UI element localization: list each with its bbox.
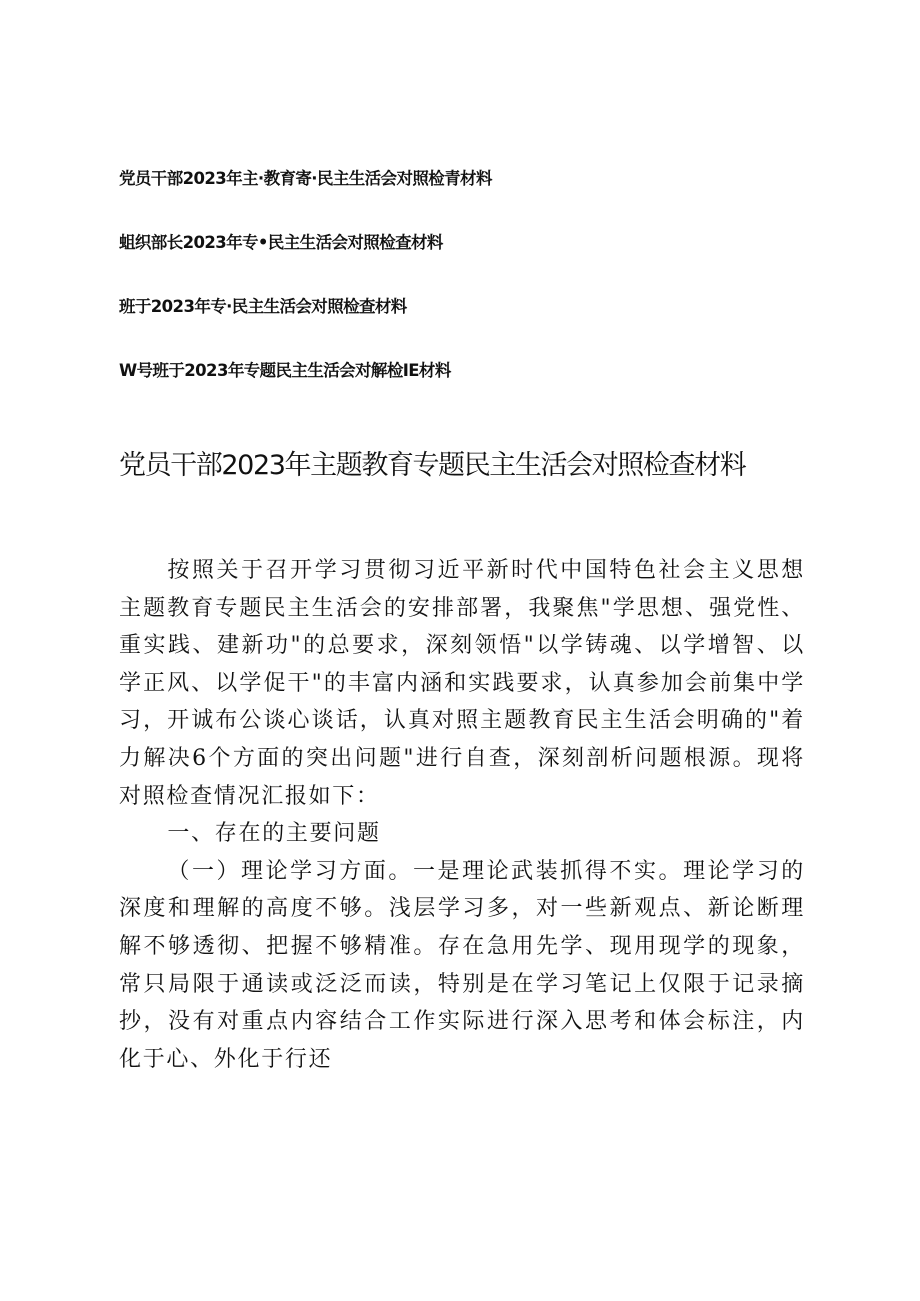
- body-paragraph: （一）理论学习方面。一是理论武装抓得不实。理论学习的深度和理解的高度不够。浅层学习多，对一些新观点、新论断理解不够透彻、把握不够精准。存在急用先学、现用现学的现象，常只局限于通读或泛泛而读，特别是在学习笔记上仅限于记录摘抄，没有对重点内容结合工作实际进行深入思考和体会标注，内化于心、外化于行还: [119, 858, 805, 1072]
- section-heading: 一、存在的主要问题: [167, 821, 381, 847]
- related-documents-list: [119, 168, 492, 424]
- document-title: 党员干部2023年主题教育专题民主生活会对照检查材料: [119, 450, 746, 481]
- document-body: [119, 552, 805, 1078]
- related-document-item[interactable]: W号班于2023年专题民主生活会对解检IE材料: [119, 361, 451, 380]
- related-document-item[interactable]: 班于2023年专·民主生活会对照检查材料: [119, 297, 407, 316]
- related-document-item[interactable]: 党员干部2023年主·教育寄·民主生活会对照检青材料: [119, 169, 492, 188]
- intro-paragraph: 按照关于召开学习贯彻习近平新时代中国特色社会主义思想主题教育专题民主生活会的安排部署，我聚焦"学思想、强党性、重实践、建新功"的总要求，深刻领悟"以学铸魂、以学增智、以学正风、以学促干"的丰富内涵和实践要求，认真参加会前集中学习，开诚布公谈心谈话，认真对照主题教育民主生活会明确的"着力解决6个方面的突出问题"进行自查，深刻剖析问题根源。现将对照检查情况汇报如下：: [119, 558, 805, 809]
- related-document-item[interactable]: 蛆织部长2023年专•民主生活会对照检查材料: [119, 233, 443, 252]
